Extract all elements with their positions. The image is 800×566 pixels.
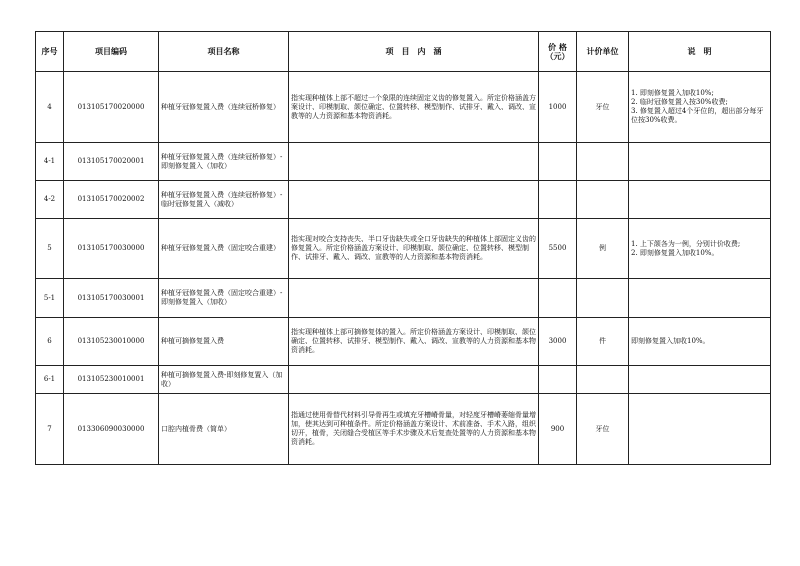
note-cell: 即刻修复置入加收10%。 (629, 318, 771, 366)
code-cell: 013105170020001 (64, 143, 159, 181)
header-seq: 序号 (36, 32, 64, 72)
note-cell: 1. 即刻修复置入加收10%; 2. 临时冠修复置入按30%收费; 3. 修复置入超过4个牙位的，超出部分每牙位按30%收费。 (629, 72, 771, 143)
table-row (36, 72, 771, 143)
unit-cell: 件 (577, 318, 629, 366)
unit-cell (577, 143, 629, 181)
table-row (36, 181, 771, 219)
table-row (36, 366, 771, 394)
unit-cell: 牙位 (577, 394, 629, 465)
content-cell: 指实现对咬合支持丧失、半口牙齿缺失或全口牙齿缺失的种植体上部固定义齿的修复置入。所定价格涵盖方案设计、印模制取、颌位确定、位置转移、模型制作、试排牙、戴入、调改、宣教等的人力资源和基本物资消耗。 (289, 219, 539, 279)
content-cell (289, 181, 539, 219)
price-cell: 900 (539, 394, 577, 465)
seq-cell: 5-1 (36, 279, 64, 318)
seq-cell: 5 (36, 219, 64, 279)
seq-cell: 6-1 (36, 366, 64, 394)
name-cell: 种植牙冠修复置入费（连续冠桥修复） (159, 72, 289, 143)
note-cell (629, 366, 771, 394)
code-cell: 013105230010000 (64, 318, 159, 366)
unit-cell: 例 (577, 219, 629, 279)
name-cell: 种植可摘修复置入费 (159, 318, 289, 366)
price-cell: 5500 (539, 219, 577, 279)
header-note: 说 明 (629, 32, 771, 72)
note-cell (629, 279, 771, 318)
code-cell: 013105170030001 (64, 279, 159, 318)
seq-cell: 4-2 (36, 181, 64, 219)
code-cell: 013105170020002 (64, 181, 159, 219)
content-cell (289, 143, 539, 181)
content-cell (289, 279, 539, 318)
note-cell (629, 143, 771, 181)
unit-cell (577, 279, 629, 318)
code-cell: 013306090030000 (64, 394, 159, 465)
note-cell (629, 394, 771, 465)
header-unit: 计价单位 (577, 32, 629, 72)
header-row (36, 32, 771, 72)
price-cell: 1000 (539, 72, 577, 143)
unit-cell (577, 366, 629, 394)
seq-cell: 4 (36, 72, 64, 143)
name-cell: 种植牙冠修复置入费（固定咬合重建） (159, 219, 289, 279)
price-cell (539, 181, 577, 219)
content-cell: 指通过使用骨替代材料引导骨再生或填充牙槽嵴骨量，对轻度牙槽嵴萎缩骨量增加，使其达到可种植条件。所定价格涵盖方案设计、术前准备、手术入路，组织切开，植骨，关闭缝合受植区等手术步骤及术后复查处置等的人力资源和基本物资消耗。 (289, 394, 539, 465)
name-cell: 种植牙冠修复置入费（连续冠桥修复）-临时冠修复置入（减收） (159, 181, 289, 219)
code-cell: 013105170030000 (64, 219, 159, 279)
fee-table (35, 31, 771, 465)
price-cell (539, 143, 577, 181)
table-row (36, 143, 771, 181)
header-price: 价 格 （元） (539, 32, 577, 72)
code-cell: 013105230010001 (64, 366, 159, 394)
name-cell: 种植牙冠修复置入费（固定咬合重建）-即刻修复置入（加收） (159, 279, 289, 318)
content-cell: 指实现种植体上部可摘修复体的置入。所定价格涵盖方案设计、印模制取、颌位确定、位置转移、试排牙、模型制作、戴入、调改、宣教等的人力资源和基本物资消耗。 (289, 318, 539, 366)
price-cell (539, 279, 577, 318)
price-cell: 3000 (539, 318, 577, 366)
name-cell: 口腔内植骨费（简单） (159, 394, 289, 465)
unit-cell: 牙位 (577, 72, 629, 143)
code-cell: 013105170020000 (64, 72, 159, 143)
header-name: 项目名称 (159, 32, 289, 72)
table-row (36, 219, 771, 279)
note-cell: 1. 上下颌各为一例，分别计价收费; 2. 即刻修复置入加收10%。 (629, 219, 771, 279)
unit-cell (577, 181, 629, 219)
table-row (36, 318, 771, 366)
table-row (36, 394, 771, 465)
table-row (36, 279, 771, 318)
name-cell: 种植可摘修复置入费-即刻修复置入（加收） (159, 366, 289, 394)
seq-cell: 7 (36, 394, 64, 465)
note-cell (629, 181, 771, 219)
header-code: 项目编码 (64, 32, 159, 72)
content-cell: 指实现种植体上部不超过一个象限的连续固定义齿的修复置入。所定价格涵盖方案设计、印模制取、颌位确定、位置转移、模型制作、试排牙、戴入、调改、宣教等的人力资源和基本物资消耗。 (289, 72, 539, 143)
name-cell: 种植牙冠修复置入费（连续冠桥修复）-即刻修复置入（加收） (159, 143, 289, 181)
seq-cell: 6 (36, 318, 64, 366)
seq-cell: 4-1 (36, 143, 64, 181)
price-cell (539, 366, 577, 394)
content-cell (289, 366, 539, 394)
header-content: 项 目 内 涵 (289, 32, 539, 72)
